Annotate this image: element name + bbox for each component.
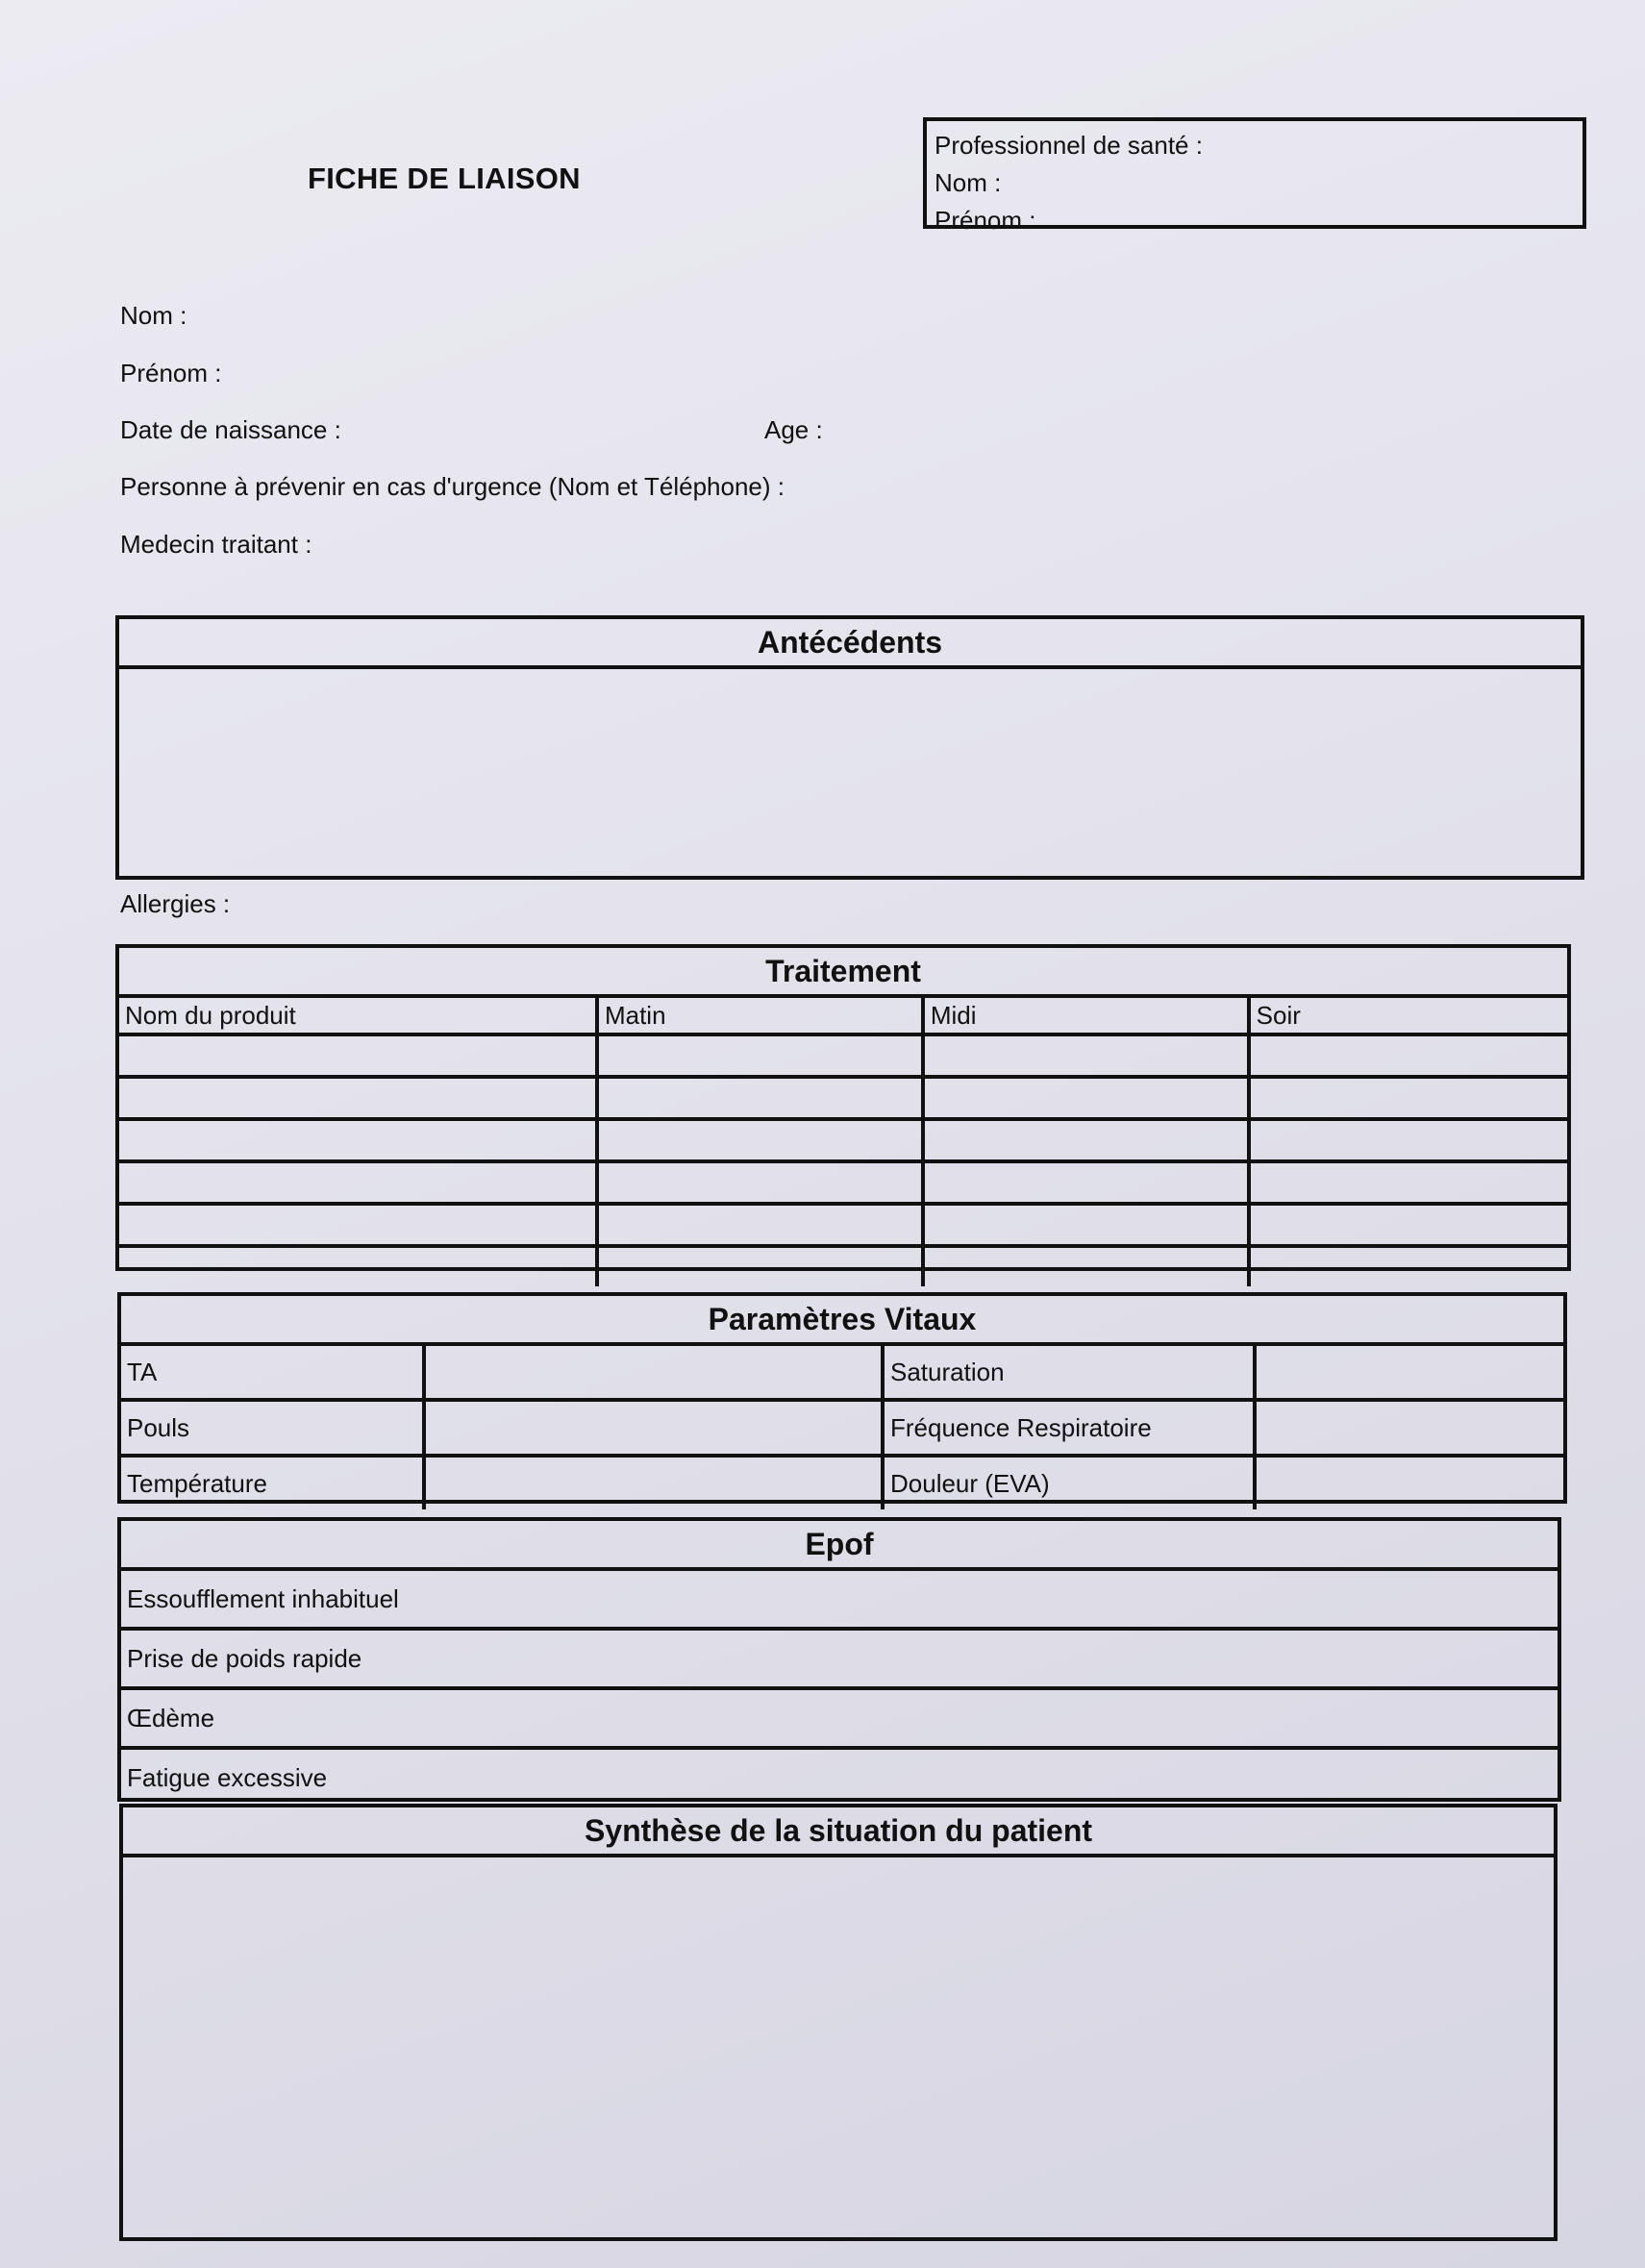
vital-label-temperature: Température — [121, 1456, 424, 1509]
epof-item: Essoufflement inhabituel — [121, 1571, 1558, 1629]
patient-prenom-label: Prénom : — [120, 359, 222, 387]
table-row — [119, 1119, 1567, 1161]
patient-age-label: Age : — [764, 415, 823, 444]
cell — [597, 1034, 923, 1077]
form-title: FICHE DE LIAISON — [308, 162, 581, 195]
table-row — [119, 1204, 1567, 1246]
vital-value-cell — [424, 1456, 883, 1509]
traitement-header-row — [119, 998, 1567, 1034]
vital-label-saturation: Saturation — [883, 1346, 1255, 1400]
col-header-midi: Midi — [923, 998, 1249, 1034]
table-row — [121, 1629, 1558, 1688]
cell — [119, 1034, 597, 1077]
professional-prenom-label: Prénom : — [935, 206, 1036, 235]
patient-birthdate-label: Date de naissance : — [120, 415, 341, 444]
vital-value-cell — [1255, 1400, 1563, 1456]
professional-label: Professionnel de santé : — [935, 131, 1203, 160]
vital-label-douleur: Douleur (EVA) — [883, 1456, 1255, 1509]
table-row — [121, 1571, 1558, 1629]
cell — [923, 1161, 1249, 1204]
cell — [1249, 1161, 1567, 1204]
cell — [1249, 1077, 1567, 1119]
col-header-soir: Soir — [1249, 998, 1567, 1034]
professional-box — [923, 117, 1586, 235]
epof-title: Epof — [121, 1521, 1558, 1571]
emergency-contact-label: Personne à prévenir en cas d'urgence (Nom et Téléphone) : — [120, 472, 785, 501]
epof-table — [117, 1517, 1561, 1802]
vital-label-frequence: Fréquence Respiratoire — [883, 1400, 1255, 1456]
antecedents-box — [115, 615, 1584, 880]
table-row — [121, 1748, 1558, 1806]
cell — [923, 1077, 1249, 1119]
cell — [597, 1204, 923, 1246]
vitaux-table — [117, 1292, 1567, 1504]
patient-nom-label: Nom : — [120, 301, 187, 330]
cell — [119, 1077, 597, 1119]
vital-label-ta: TA — [121, 1346, 424, 1400]
synthese-box — [119, 1804, 1558, 2241]
epof-item: Prise de poids rapide — [121, 1629, 1558, 1688]
table-row — [121, 1346, 1563, 1400]
cell — [1249, 1246, 1567, 1286]
col-header-produit: Nom du produit — [119, 998, 597, 1034]
professional-nom-label: Nom : — [935, 168, 1002, 197]
cell — [923, 1246, 1249, 1286]
col-header-matin: Matin — [597, 998, 923, 1034]
cell — [923, 1119, 1249, 1161]
antecedents-title: Antécédents — [119, 619, 1581, 669]
epof-item: Œdème — [121, 1688, 1558, 1748]
table-row — [121, 1400, 1563, 1456]
cell — [597, 1077, 923, 1119]
table-row — [119, 1034, 1567, 1077]
cell — [119, 1119, 597, 1161]
cell — [923, 1034, 1249, 1077]
traitement-title: Traitement — [119, 948, 1567, 998]
epof-item: Fatigue excessive — [121, 1748, 1558, 1806]
vitaux-title: Paramètres Vitaux — [121, 1296, 1563, 1346]
vital-value-cell — [1255, 1346, 1563, 1400]
vital-value-cell — [424, 1346, 883, 1400]
cell — [1249, 1034, 1567, 1077]
cell — [1249, 1204, 1567, 1246]
cell — [923, 1204, 1249, 1246]
table-row — [121, 1456, 1563, 1509]
traitement-table — [115, 944, 1571, 1271]
table-row — [119, 1246, 1567, 1286]
cell — [1249, 1119, 1567, 1161]
cell — [119, 1246, 597, 1286]
cell — [597, 1119, 923, 1161]
cell — [597, 1246, 923, 1286]
doctor-label: Medecin traitant : — [120, 530, 312, 559]
cell — [119, 1204, 597, 1246]
table-row — [121, 1688, 1558, 1748]
table-row — [119, 1161, 1567, 1204]
cell — [119, 1161, 597, 1204]
vital-label-pouls: Pouls — [121, 1400, 424, 1456]
synthese-title: Synthèse de la situation du patient — [123, 1807, 1554, 1857]
cell — [597, 1161, 923, 1204]
allergies-label: Allergies : — [120, 889, 231, 918]
table-row — [119, 1077, 1567, 1119]
vital-value-cell — [1255, 1456, 1563, 1509]
vital-value-cell — [424, 1400, 883, 1456]
